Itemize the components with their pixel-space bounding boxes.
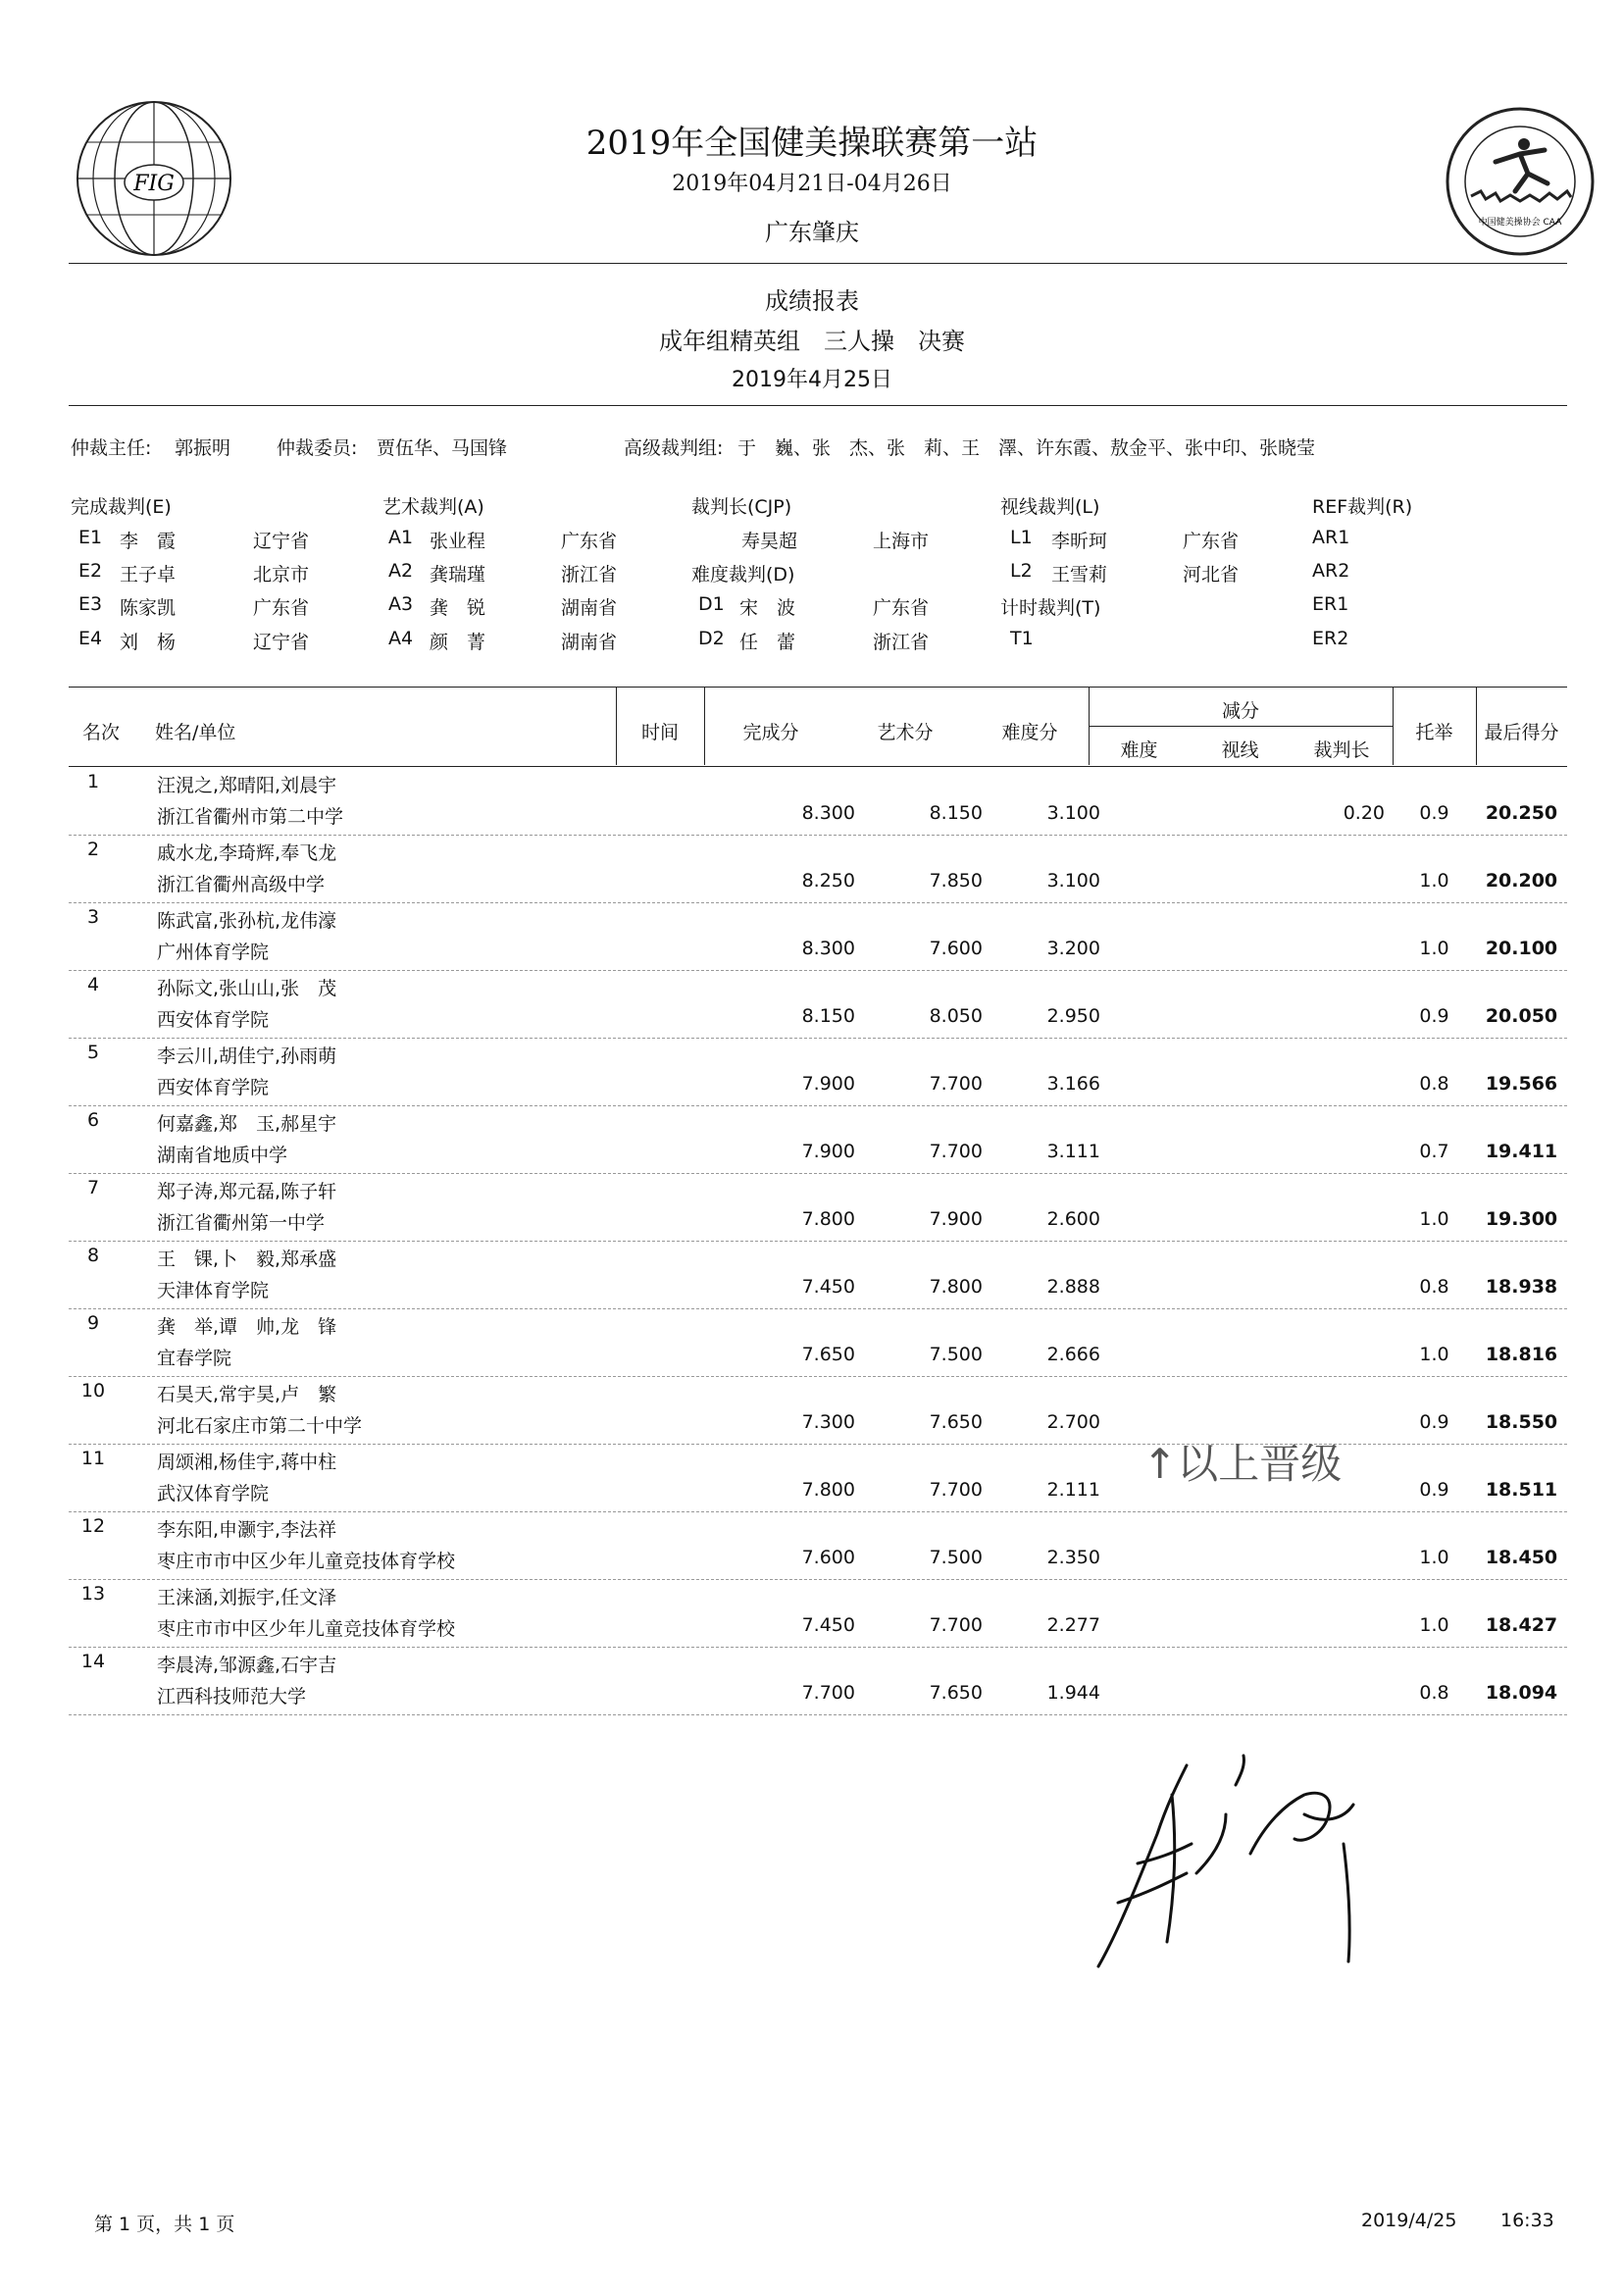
line-judges-heading: 视线裁判(L): [1000, 496, 1100, 518]
cjp-province: 上海市: [873, 531, 930, 552]
table-row: [69, 1038, 1567, 1106]
unit-cell: 武汉体育学院: [157, 1483, 270, 1504]
exec-score: 7.650: [801, 1344, 855, 1365]
col-rank: 名次: [82, 722, 121, 743]
athletes-cell: 王 锞,卜 毅,郑承盛: [157, 1249, 337, 1270]
unit-cell: 宜春学院: [157, 1348, 232, 1369]
event-dates: 2019年04月21日-04月26日: [672, 172, 952, 196]
final-score: 20.050: [1485, 1005, 1558, 1027]
judge-name: 李昕珂: [1051, 531, 1108, 552]
col-ded-cjp: 裁判长: [1313, 739, 1370, 761]
advance-annotation: ↑以上晋级: [1142, 1440, 1343, 1488]
athletes-cell: 李晨涛,邹源鑫,石宇吉: [157, 1655, 337, 1676]
diff-score: 3.100: [1046, 870, 1100, 892]
table-row: [69, 1241, 1567, 1309]
judge-name: 张业程: [430, 531, 486, 552]
judge-code: ER1: [1312, 593, 1349, 615]
unit-cell: 浙江省衢州第一中学: [157, 1212, 326, 1234]
cjp-name: 寿昊超: [741, 531, 798, 552]
exec-score: 8.150: [801, 1005, 855, 1027]
lift-value: 0.8: [1419, 1073, 1449, 1095]
col-time: 时间: [640, 722, 679, 743]
diff-score: 1.944: [1046, 1682, 1100, 1704]
judge-code: E2: [78, 560, 103, 582]
art-score: 8.050: [929, 1005, 983, 1027]
judge-province: 辽宁省: [253, 531, 310, 552]
signature: [1079, 1736, 1402, 1981]
judge-province: 湖南省: [561, 597, 618, 619]
judge-code: ER2: [1312, 628, 1349, 649]
art-score: 7.700: [929, 1073, 983, 1095]
diff-score: 2.350: [1046, 1547, 1100, 1568]
lift-value: 0.8: [1419, 1276, 1449, 1298]
judge-code: A2: [388, 560, 414, 582]
judge-code: D2: [698, 628, 725, 649]
unit-cell: 江西科技师范大学: [157, 1686, 307, 1708]
exec-score: 8.250: [801, 870, 855, 892]
art-score: 7.650: [929, 1411, 983, 1433]
rank-cell: 8: [86, 1245, 100, 1266]
report-date: 2019年4月25日: [732, 368, 892, 392]
judge-province: 广东省: [253, 597, 310, 619]
athletes-cell: 王涞涵,刘振宇,任文泽: [157, 1587, 337, 1608]
judge-name: 颜 菁: [430, 632, 486, 653]
final-score: 18.511: [1485, 1479, 1558, 1501]
table-row: [69, 1376, 1567, 1445]
art-score: 7.700: [929, 1479, 983, 1501]
col-art: 艺术分: [877, 722, 934, 743]
table-row: [69, 1444, 1567, 1512]
chief-label: 仲裁主任:: [71, 437, 152, 459]
judge-name: 李 霞: [120, 531, 177, 552]
col-deductions: 减分: [1221, 700, 1259, 722]
rank-cell: 6: [86, 1109, 100, 1131]
final-score: 18.816: [1485, 1344, 1558, 1365]
exec-score: 7.450: [801, 1276, 855, 1298]
final-score: 19.566: [1485, 1073, 1558, 1095]
col-exec: 完成分: [742, 722, 799, 743]
rank-cell: 14: [80, 1651, 106, 1672]
col-ded-diff: 难度: [1120, 739, 1158, 761]
judge-code: D1: [698, 593, 725, 615]
unit-cell: 湖南省地质中学: [157, 1145, 288, 1166]
final-score: 18.094: [1485, 1682, 1558, 1704]
diff-score: 3.111: [1046, 1141, 1100, 1162]
unit-cell: 西安体育学院: [157, 1009, 270, 1031]
judge-name: 宋 波: [739, 597, 796, 619]
diff-score: 2.111: [1046, 1479, 1100, 1501]
diff-score: 2.888: [1046, 1276, 1100, 1298]
judge-name: 任 蕾: [739, 632, 796, 653]
judge-code: L1: [1010, 527, 1033, 548]
rank-cell: 2: [86, 839, 100, 860]
col-final: 最后得分: [1484, 722, 1559, 743]
diff-score: 2.700: [1046, 1411, 1100, 1433]
table-row: [69, 767, 1567, 836]
chief-name: 郭振明: [175, 437, 231, 459]
judge-province: 浙江省: [873, 632, 930, 653]
athletes-cell: 郑子涛,郑元磊,陈子轩: [157, 1181, 337, 1202]
judge-province: 广东省: [873, 597, 930, 619]
unit-cell: 浙江省衢州高级中学: [157, 874, 326, 895]
judge-province: 辽宁省: [253, 632, 310, 653]
exec-score: 7.300: [801, 1411, 855, 1433]
athletes-cell: 陈武富,张孙杭,龙伟濠: [157, 910, 337, 932]
judge-name: 陈家凯: [120, 597, 177, 619]
exec-score: 8.300: [801, 802, 855, 824]
lift-value: 1.0: [1419, 1614, 1449, 1636]
col-lift: 托举: [1415, 722, 1453, 743]
exec-score: 7.900: [801, 1141, 855, 1162]
diff-judges-heading: 难度裁判(D): [691, 564, 795, 586]
unit-cell: 浙江省衢州市第二中学: [157, 806, 344, 828]
col-name: 姓名/单位: [155, 722, 236, 743]
judge-province: 广东省: [1183, 531, 1240, 552]
lift-value: 0.9: [1419, 1005, 1449, 1027]
art-score: 7.850: [929, 870, 983, 892]
rank-cell: 7: [86, 1177, 100, 1198]
art-score: 7.500: [929, 1344, 983, 1365]
exec-score: 7.900: [801, 1073, 855, 1095]
athletes-cell: 李云川,胡佳宁,孙雨萌: [157, 1045, 337, 1067]
art-score: 7.900: [929, 1208, 983, 1230]
exec-score: 8.300: [801, 938, 855, 959]
cjp-heading: 裁判长(CJP): [691, 496, 792, 518]
judge-province: 湖南省: [561, 632, 618, 653]
judge-code: E1: [78, 527, 103, 548]
lift-value: 1.0: [1419, 1547, 1449, 1568]
col-ded-line: 视线: [1221, 739, 1259, 761]
art-score: 8.150: [929, 802, 983, 824]
final-score: 20.200: [1485, 870, 1558, 892]
lift-value: 1.0: [1419, 1208, 1449, 1230]
art-judges-heading: 艺术裁判(A): [382, 496, 484, 518]
judge-code: A1: [388, 527, 414, 548]
judge-province: 河北省: [1183, 564, 1240, 586]
table-row: [69, 1579, 1567, 1648]
athletes-cell: 何嘉鑫,郑 玉,郝星宇: [157, 1113, 337, 1135]
diff-score: 2.277: [1046, 1614, 1100, 1636]
page-number: 第 1 页，共 1 页: [94, 2214, 235, 2235]
diff-score: 3.166: [1046, 1073, 1100, 1095]
rank-cell: 4: [86, 974, 100, 995]
print-date: 2019/4/25: [1361, 2210, 1457, 2231]
ref-judges-heading: REF裁判(R): [1312, 496, 1413, 518]
judge-code: T1: [1010, 628, 1034, 649]
art-score: 7.700: [929, 1141, 983, 1162]
final-score: 19.300: [1485, 1208, 1558, 1230]
judge-name: 刘 杨: [120, 632, 177, 653]
col-diff: 难度分: [1001, 722, 1058, 743]
judge-code: AR1: [1312, 527, 1350, 548]
judge-name: 王子卓: [120, 564, 177, 586]
art-score: 7.500: [929, 1547, 983, 1568]
diff-score: 3.200: [1046, 938, 1100, 959]
judge-name: 龚瑞瑾: [430, 564, 486, 586]
athletes-cell: 周颂湘,杨佳宇,蒋中柱: [157, 1452, 337, 1473]
unit-cell: 枣庄市市中区少年儿童竞技体育学校: [157, 1618, 456, 1640]
cjp-deduction: 0.20: [1343, 802, 1385, 824]
judge-code: AR2: [1312, 560, 1350, 582]
svg-text:FIG: FIG: [133, 172, 175, 196]
rank-cell: 10: [80, 1380, 106, 1402]
judge-code: E3: [78, 593, 103, 615]
time-judges-heading: 计时裁判(T): [1000, 597, 1101, 619]
judge-province: 广东省: [561, 531, 618, 552]
art-score: 7.650: [929, 1682, 983, 1704]
judge-province: 浙江省: [561, 564, 618, 586]
rank-cell: 13: [80, 1583, 106, 1605]
table-row: [69, 835, 1567, 903]
table-row: [69, 970, 1567, 1039]
exec-score: 7.450: [801, 1614, 855, 1636]
lift-value: 0.7: [1419, 1141, 1449, 1162]
diff-score: 2.666: [1046, 1344, 1100, 1365]
athletes-cell: 龚 举,谭 帅,龙 锋: [157, 1316, 337, 1338]
art-score: 7.700: [929, 1614, 983, 1636]
lift-value: 0.9: [1419, 802, 1449, 824]
lift-value: 0.9: [1419, 1479, 1449, 1501]
judge-name: 王雪莉: [1051, 564, 1108, 586]
event-title: 2019年全国健美操联赛第一站: [585, 124, 1039, 163]
table-row: [69, 1173, 1567, 1242]
exec-score: 7.600: [801, 1547, 855, 1568]
final-score: 20.250: [1485, 802, 1558, 824]
report-category: 成年组精英组 三人操 决赛: [659, 328, 965, 355]
final-score: 18.450: [1485, 1547, 1558, 1568]
event-place: 广东肇庆: [765, 219, 859, 246]
rank-cell: 12: [80, 1515, 106, 1537]
judge-code: A4: [388, 628, 414, 649]
unit-cell: 广州体育学院: [157, 942, 270, 963]
lift-value: 0.9: [1419, 1411, 1449, 1433]
athletes-cell: 李东阳,申灏宇,李法祥: [157, 1519, 337, 1541]
unit-cell: 天津体育学院: [157, 1280, 270, 1301]
judge-code: E4: [78, 628, 103, 649]
committee-label: 仲裁委员:: [277, 437, 358, 459]
athletes-cell: 石昊天,常宇昊,卢 繁: [157, 1384, 337, 1405]
unit-cell: 枣庄市市中区少年儿童竞技体育学校: [157, 1551, 456, 1572]
rank-cell: 11: [80, 1448, 106, 1469]
header-divider: [69, 263, 1567, 264]
exec-judges-heading: 完成裁判(E): [71, 496, 172, 518]
unit-cell: 西安体育学院: [157, 1077, 270, 1098]
report-divider: [69, 405, 1567, 406]
senior-label: 高级裁判组:: [624, 437, 724, 459]
judge-code: A3: [388, 593, 414, 615]
rank-cell: 9: [86, 1312, 100, 1334]
rank-cell: 3: [86, 906, 100, 928]
table-row: [69, 902, 1567, 971]
athletes-cell: 戚水龙,李琦辉,奉飞龙: [157, 842, 337, 864]
judge-code: L2: [1010, 560, 1033, 582]
final-score: 18.427: [1485, 1614, 1558, 1636]
judge-province: 北京市: [253, 564, 310, 586]
diff-score: 3.100: [1046, 802, 1100, 824]
table-row: [69, 1511, 1567, 1580]
diff-score: 2.600: [1046, 1208, 1100, 1230]
table-row: [69, 1105, 1567, 1174]
committee-names: 贾伍华、马国锋: [377, 437, 508, 459]
final-score: 20.100: [1485, 938, 1558, 959]
senior-names: 于 巍、张 杰、张 莉、王 澤、许东霞、敖金平、张中印、张晓莹: [737, 437, 1316, 459]
final-score: 18.550: [1485, 1411, 1558, 1433]
report-title: 成绩报表: [765, 287, 859, 315]
rank-cell: 1: [86, 771, 100, 792]
table-row: [69, 1308, 1567, 1377]
art-score: 7.600: [929, 938, 983, 959]
athletes-cell: 汪涀之,郑晴阳,刘晨宇: [157, 775, 337, 796]
lift-value: 1.0: [1419, 1344, 1449, 1365]
judge-name: 龚 锐: [430, 597, 486, 619]
exec-score: 7.700: [801, 1682, 855, 1704]
final-score: 18.938: [1485, 1276, 1558, 1298]
lift-value: 0.8: [1419, 1682, 1449, 1704]
athletes-cell: 孙际文,张山山,张 茂: [157, 978, 337, 999]
svg-text:中国健美操协会 CAA: 中国健美操协会 CAA: [1478, 218, 1562, 228]
lift-value: 1.0: [1419, 938, 1449, 959]
diff-score: 2.950: [1046, 1005, 1100, 1027]
rank-cell: 5: [86, 1042, 100, 1063]
art-score: 7.800: [929, 1276, 983, 1298]
exec-score: 7.800: [801, 1479, 855, 1501]
print-time: 16:33: [1500, 2210, 1554, 2231]
exec-score: 7.800: [801, 1208, 855, 1230]
unit-cell: 河北石家庄市第二十中学: [157, 1415, 363, 1437]
final-score: 19.411: [1485, 1141, 1558, 1162]
table-row: [69, 1647, 1567, 1715]
lift-value: 1.0: [1419, 870, 1449, 892]
